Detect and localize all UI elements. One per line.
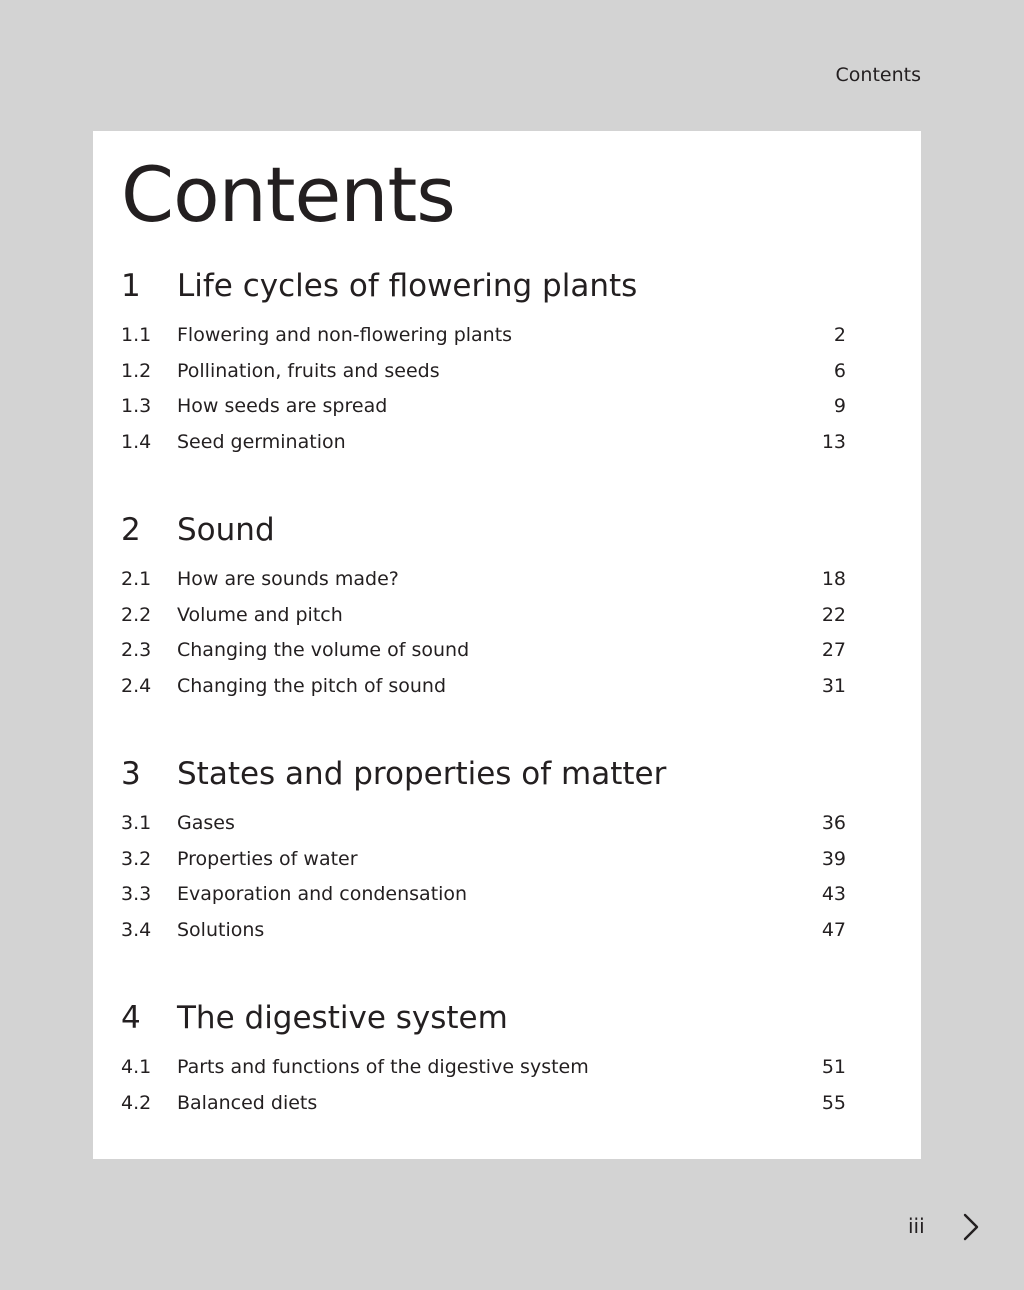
chapter-title: Life cycles of flowering plants (177, 268, 638, 304)
section-number: 4.1 (121, 1056, 152, 1078)
section-number: 1.3 (121, 395, 152, 417)
section-number: 2.3 (121, 639, 152, 661)
section-page: 6 (833, 360, 846, 382)
section-number: 2.2 (121, 604, 152, 626)
chapter-number: 4 (121, 1000, 141, 1036)
section-number: 2.1 (121, 568, 152, 590)
section-page: 39 (821, 848, 846, 870)
toc-entry-2-1[interactable] (93, 566, 921, 592)
toc-entry-1-3[interactable] (93, 393, 921, 419)
chapter-number: 2 (121, 512, 141, 548)
section-title: Pollination, fruits and seeds (177, 360, 440, 382)
chevron-right-icon[interactable] (955, 1207, 987, 1247)
section-number: 1.2 (121, 360, 152, 382)
chapter-heading (93, 998, 921, 1038)
section-title: How seeds are spread (177, 395, 388, 417)
chapter-title: States and properties of matter (177, 756, 667, 792)
section-number: 2.4 (121, 675, 152, 697)
section-number: 4.2 (121, 1092, 152, 1114)
chapter-heading (93, 754, 921, 794)
toc-entry-1-1[interactable] (93, 322, 921, 348)
chapter-number: 1 (121, 268, 141, 304)
chapter-title: The digestive system (177, 1000, 508, 1036)
chapter-heading (93, 510, 921, 550)
toc-entry-2-2[interactable] (93, 602, 921, 628)
section-number: 3.4 (121, 919, 152, 941)
running-header: Contents (835, 64, 921, 86)
toc-entry-1-4[interactable] (93, 429, 921, 455)
section-number: 3.1 (121, 812, 152, 834)
section-title: Seed germination (177, 431, 346, 453)
toc-entry-2-4[interactable] (93, 673, 921, 699)
page-title: Contents (121, 150, 455, 239)
toc-entry-1-2[interactable] (93, 358, 921, 384)
section-number: 3.2 (121, 848, 152, 870)
section-title: Changing the pitch of sound (177, 675, 447, 697)
section-title: Volume and pitch (177, 604, 343, 626)
toc-entry-2-3[interactable] (93, 637, 921, 663)
section-title: Flowering and non-flowering plants (177, 324, 513, 346)
section-title: Properties of water (177, 848, 358, 870)
section-page: 36 (821, 812, 846, 834)
section-title: Solutions (177, 919, 265, 941)
section-page: 47 (821, 919, 846, 941)
section-page: 2 (833, 324, 846, 346)
section-number: 1.4 (121, 431, 152, 453)
section-page: 27 (821, 639, 846, 661)
section-page: 18 (821, 568, 846, 590)
section-page: 43 (821, 883, 846, 905)
toc-entry-3-2[interactable] (93, 846, 921, 872)
section-number: 1.1 (121, 324, 152, 346)
contents-panel (93, 131, 921, 1159)
toc-entry-3-1[interactable] (93, 810, 921, 836)
toc-entry-3-3[interactable] (93, 881, 921, 907)
section-title: Gases (177, 812, 235, 834)
section-title: How are sounds made? (177, 568, 399, 590)
toc-entry-4-2[interactable] (93, 1090, 921, 1116)
section-title: Parts and functions of the digestive system (177, 1056, 589, 1078)
section-page: 31 (821, 675, 846, 697)
section-page: 13 (821, 431, 846, 453)
section-page: 55 (821, 1092, 846, 1114)
chapter-number: 3 (121, 756, 141, 792)
toc-entry-4-1[interactable] (93, 1054, 921, 1080)
chapter-title: Sound (177, 512, 275, 548)
section-number: 3.3 (121, 883, 152, 905)
section-title: Balanced diets (177, 1092, 318, 1114)
page-number: iii (908, 1214, 925, 1238)
section-page: 51 (821, 1056, 846, 1078)
section-title: Evaporation and condensation (177, 883, 468, 905)
section-page: 9 (833, 395, 846, 417)
chapter-heading (93, 266, 921, 306)
section-title: Changing the volume of sound (177, 639, 470, 661)
toc-entry-3-4[interactable] (93, 917, 921, 943)
section-page: 22 (821, 604, 846, 626)
